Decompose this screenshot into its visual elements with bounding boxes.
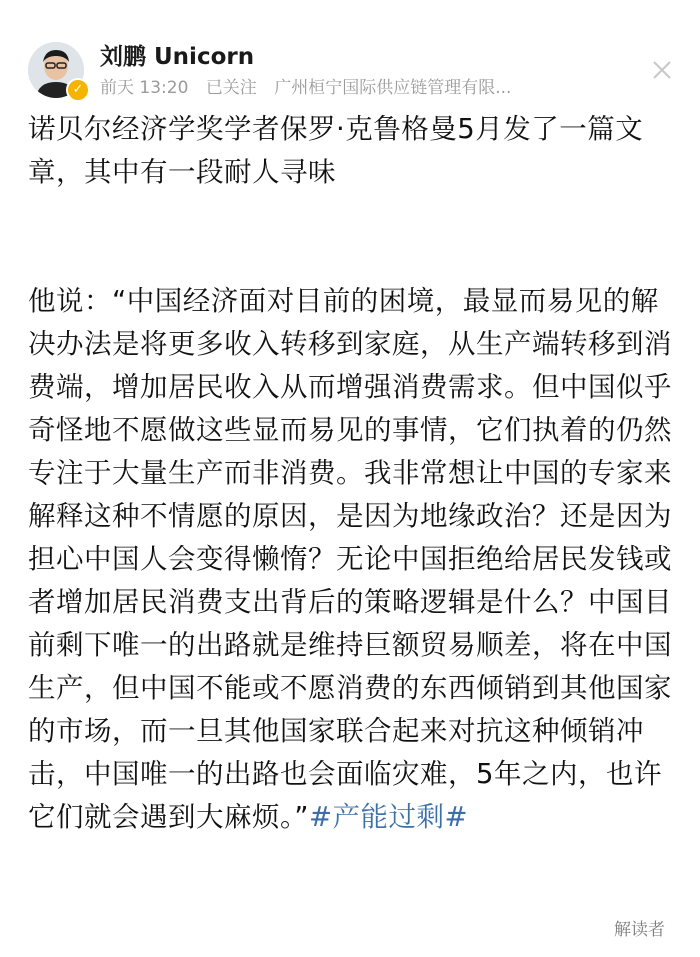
post-header (0, 0, 700, 110)
close-icon[interactable] (648, 56, 676, 84)
post-source: 广州桓宁国际供应链管理有限... (274, 78, 512, 98)
author-name[interactable]: 刘鹏 Unicorn (100, 44, 255, 70)
watermark: 解读者 (614, 920, 665, 940)
post-body (28, 108, 683, 839)
quote-text: 他说：“中国经济面对目前的困境，最显而易见的解决办法是将更多收入转移到家庭，从生产端转移到消费端，增加居民收入从而增强消费需求。但中国似乎奇怪地不愿做这些显而易见的事情，它们执着的仍然专注于大量生产而非消费。我非常想让中国的专家来解释这种不情愿的原因，是因为地缘政治？还是因为担心中国人会变得懒惰？无论中国拒绝给居民发钱或者增加居民消费支出背后的策略逻辑是什么？中国目前剩下唯一的出路就是维持巨额贸易顺差，将在中国生产，但中国不能或不愿消费的东西倾销到其他国家的市场，而一旦其他国家联合起来对抗这种倾销冲击，中国唯一的出路也会面临灾难，5年之内，也许它们就会遇到大麻烦。” (28, 285, 672, 833)
paragraph-gap (28, 194, 683, 280)
post-quote (28, 280, 683, 839)
hashtag-link[interactable]: #产能过剩# (309, 801, 469, 833)
post-meta (100, 73, 523, 98)
post-intro: 诺贝尔经济学奖学者保罗·克鲁格曼5月发了一篇文章，其中有一段耐人寻味 (28, 113, 644, 188)
verified-badge-icon: ✓ (66, 78, 90, 102)
post-time: 前天 13:20 (100, 78, 189, 98)
follow-status[interactable]: 已关注 (205, 78, 257, 98)
